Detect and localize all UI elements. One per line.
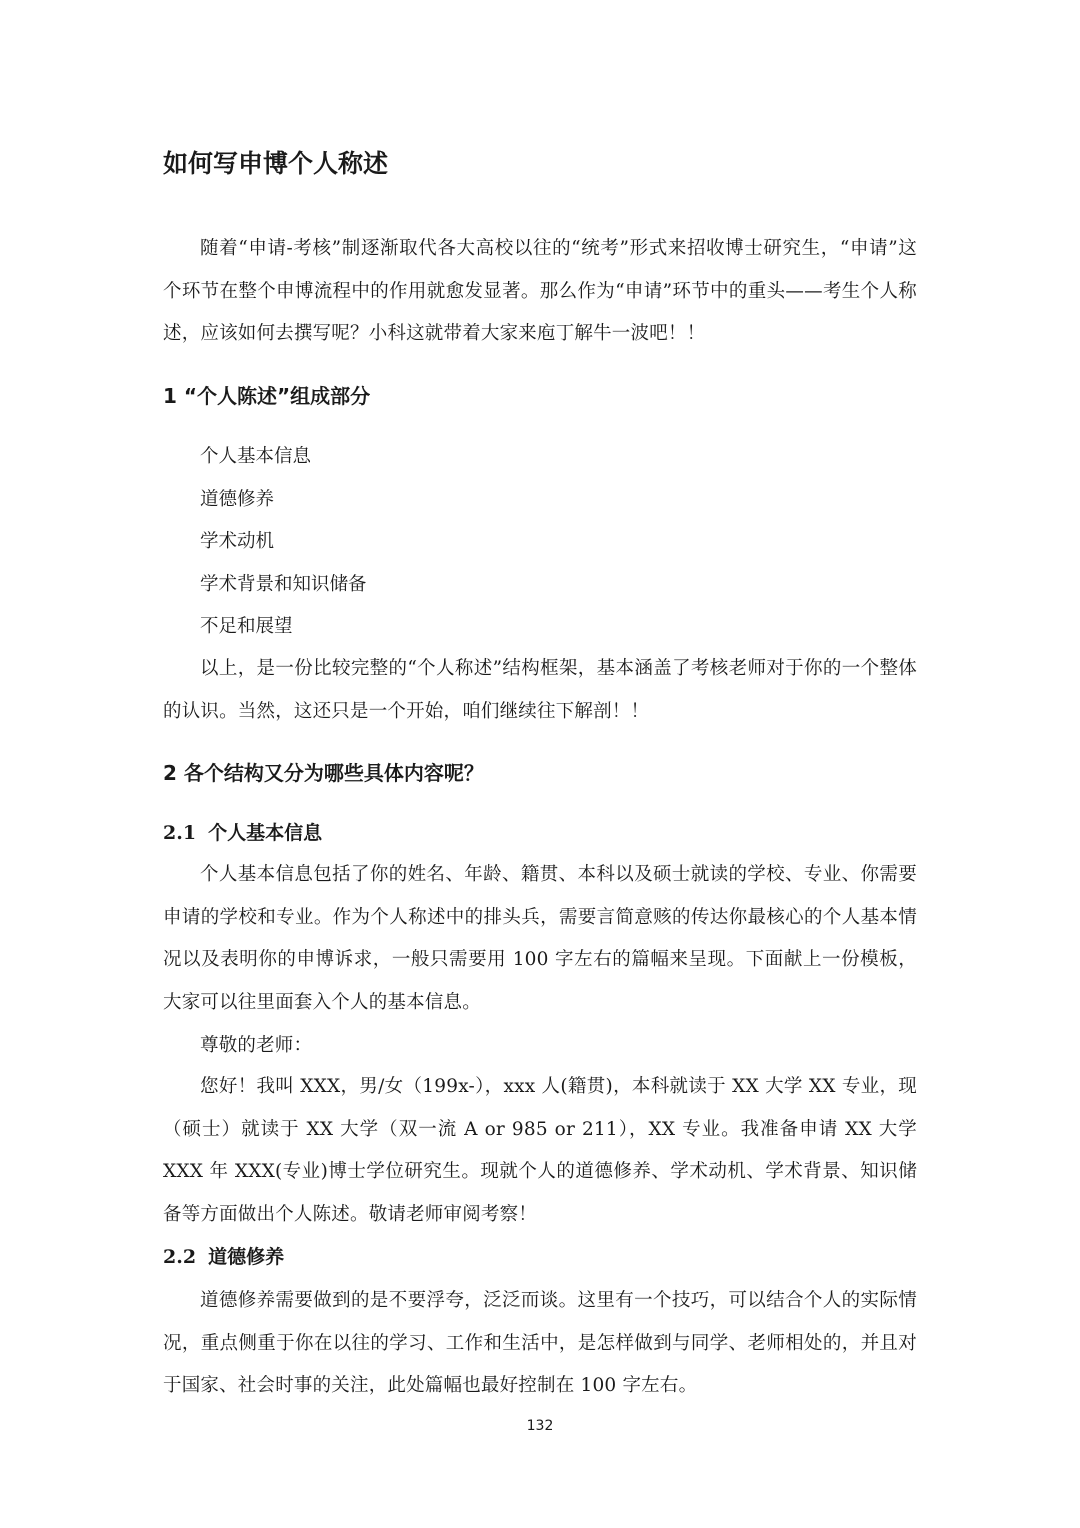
- page-number: 132: [526, 1418, 554, 1434]
- section-1-heading: 1 “个人陈述”组成部分: [163, 384, 371, 408]
- list-item: 学术动机: [200, 531, 275, 553]
- component-list: [200, 436, 367, 649]
- subsection-title: 个人基本信息: [208, 822, 323, 844]
- subsection-2-2-heading: [163, 1242, 284, 1272]
- basic-info-paragraph: 个人基本信息包括了你的姓名、年龄、籍贯、本科以及硕士就读的学校、专业、你需要申请的学校和专业。作为个人称述中的排头兵，需要言简意赅的传达你最核心的个人基本情况以及表明你的申博诉求，一般只需要用 100 字左右的篇幅来呈现。下面献上一份模板，大家可以往里面套入个人的基本信息。: [163, 864, 917, 1013]
- page-title: 如何写申博个人称述: [163, 149, 389, 178]
- template-paragraph: 您好！我叫 XXX，男/女（199x-），xxx 人(籍贯)，本科就读于 XX 大学 XX 专业，现（硕士）就读于 XX 大学（双一流 A or 985 or 211），XX 专业。我准备申请 XX 大学 XXX 年 XXX(专业)博士学位研究生。现就个人的道德修养、学术动机、学术背景、知识储备等方面做出个人陈述。敬请老师审阅考察！: [163, 1076, 917, 1225]
- list-item: 不足和展望: [200, 616, 293, 638]
- ethics-paragraph: 道德修养需要做到的是不要浮夸，泛泛而谈。这里有一个技巧，可以结合个人的实际情况，重点侧重于你在以往的学习、工作和生活中，是怎样做到与同学、老师相处的，并且对于国家、社会时事的关注，此处篇幅也最好控制在 100 字左右。: [163, 1290, 917, 1396]
- subsection-title: 道德修养: [208, 1246, 285, 1268]
- list-item: 道德修养: [200, 488, 275, 510]
- subsection-number: 2.2: [163, 1246, 197, 1268]
- subsection-2-1-heading: [163, 818, 322, 848]
- template-salutation: 尊敬的老师：: [200, 1035, 313, 1056]
- section-2-heading: 2 各个结构又分为哪些具体内容呢？: [163, 761, 484, 785]
- list-item: 学术背景和知识储备: [200, 573, 367, 595]
- subsection-number: 2.1: [163, 822, 197, 844]
- intro-paragraph: 随着“申请-考核”制逐渐取代各大高校以往的“统考”形式来招收博士研究生，“申请”这个环节在整个申博流程中的作用就愈发显著。那么作为“申请”环节中的重头——考生个人称述，应该如何去撰写呢？小科这就带着大家来庖丁解牛一波吧！！: [163, 238, 917, 344]
- section-1-summary: 以上，是一份比较完整的“个人称述”结构框架，基本涵盖了考核老师对于你的一个整体的认识。当然，这还只是一个开始，咱们继续往下解剖！！: [163, 658, 917, 722]
- list-item: 个人基本信息: [200, 446, 312, 467]
